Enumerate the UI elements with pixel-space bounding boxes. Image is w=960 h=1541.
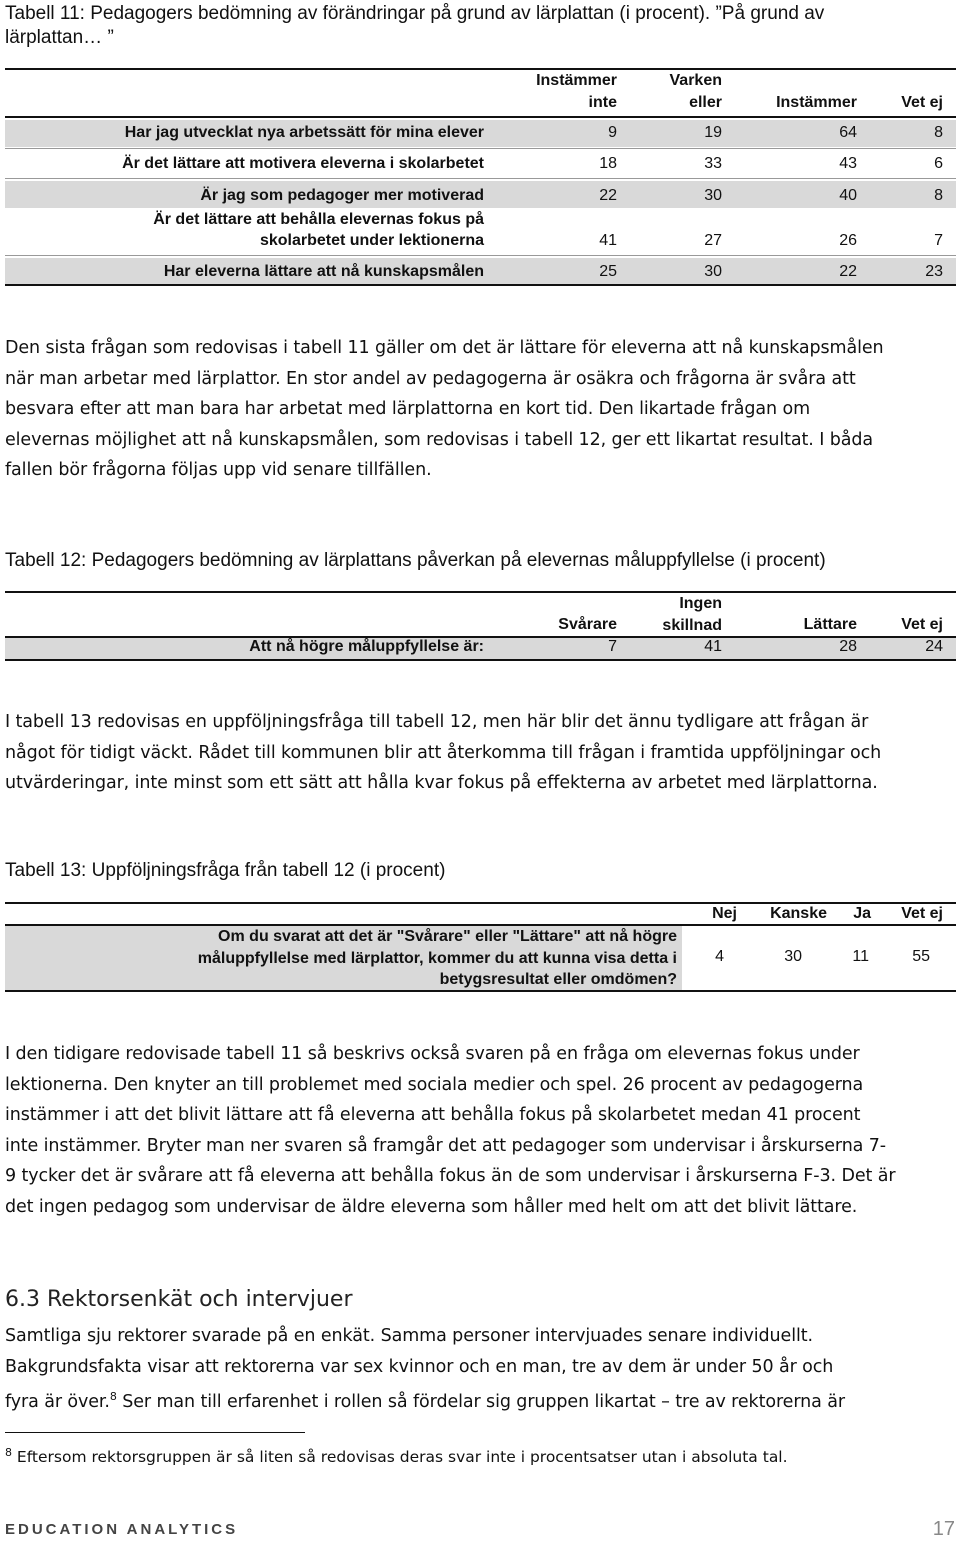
table11-cell: 8 — [934, 187, 943, 204]
table11-row-divider — [5, 178, 956, 179]
table11-bottom-rule — [5, 284, 956, 286]
table11-row-label: Är jag som pedagoger mer motiverad — [200, 187, 484, 204]
table11-cell: 25 — [599, 263, 617, 280]
table13-header-ja: Ja — [853, 905, 871, 922]
table11-cell: 8 — [934, 124, 943, 141]
table11-cell: 22 — [599, 187, 617, 204]
footer-brand: EDUCATION ANALYTICS — [5, 1521, 239, 1538]
table12-header-vet-ej: Vet ej — [901, 616, 943, 633]
table13-cell: 30 — [784, 948, 802, 965]
table11-row-divider — [5, 148, 956, 149]
table11-header-rule — [5, 116, 956, 118]
page-number: 17 — [932, 1518, 955, 1540]
table12-row-label: Att nå högre måluppfyllelse är: — [249, 638, 484, 655]
table13-header-kanske: Kanske — [770, 905, 827, 922]
table11-row-label: Är det lättare att behålla elevernas fokus på skolarbetet under lektionerna — [153, 211, 484, 249]
table12-cell: 7 — [608, 638, 617, 655]
table11-caption-line2: lärplattan… ” — [5, 27, 114, 48]
table12-cell: 24 — [925, 638, 943, 655]
table11-cell: 19 — [704, 124, 722, 141]
table11-caption-line1: Tabell 11: Pedagogers bedömning av förändringar på grund av lärplattan (i procent). ”På grund av — [5, 3, 825, 24]
table11-cell: 7 — [934, 232, 943, 249]
table11-cell: 33 — [704, 155, 722, 172]
table12-cell: 28 — [839, 638, 857, 655]
table11-cell: 27 — [704, 232, 722, 249]
table13-cell: 4 — [715, 948, 724, 965]
table13-header-vet-ej: Vet ej — [901, 905, 943, 922]
table12-header-svarare: Svårare — [558, 616, 617, 633]
table13-header-nej: Nej — [712, 905, 737, 922]
table13-cell: 55 — [912, 948, 930, 965]
table11-cell: 9 — [608, 124, 617, 141]
table11-cell: 43 — [839, 155, 857, 172]
table13-cell: 11 — [852, 948, 869, 965]
table11-row-label: Har jag utvecklat nya arbetssätt för mina elever — [124, 124, 484, 141]
section-paragraph: Samtliga sju rektorer svarade på en enkät. Samma personer intervjuades senare individuellt. Bakgrundsfakta visar att rektorerna var sex kvinnor och en man, tre av dem är under 50 år och fyra är över.$^8$ Ser man till erfarenhet i rollen så fördelar sig gruppen likartat – tre av rektorerna är — [5, 1326, 845, 1412]
table11-header-vet-ej: Vet ej — [901, 94, 943, 111]
table11-cell: 26 — [839, 232, 857, 249]
footnote-reference: 8 — [109, 1390, 117, 1403]
paragraph-3: I den tidigare redovisade tabell 11 så beskrivs också svaren på en fråga om elevernas fokus under lektionerna. Den knyter an till problemet med sociala medier och spel. 26 procent av pedagogerna instämmer i att det blivit lättare att få eleverna att behålla fokus på skolarbetet medan 41 procent inte instämmer. Bryter man ner svaren så framgår det att pedagoger som undervisar i årskurserna 7- 9 tycker det är svårare att få eleverna att behålla fokus än de som undervisar i årskurserna F-3. Det är det ingen pedagog som undervisar de äldre eleverna som håller med helt om att det blivit lättare. — [5, 1044, 896, 1217]
table11-cell: 22 — [839, 263, 857, 280]
table11-cell: 40 — [839, 187, 857, 204]
table12-caption: Tabell 12: Pedagogers bedömning av lärplattans påverkan på elevernas måluppfyllelse (i procent) — [5, 550, 826, 571]
table11-cell: 41 — [599, 232, 617, 249]
table13-row-label: Om du svarat att det är "Svårare" eller "Lättare" att nå högre måluppfyllelse med lärplattor, kommer du att kunna visa detta i betygsresultat eller omdömen? — [197, 928, 677, 988]
table11-row-label: Har eleverna lättare att nå kunskapsmålen — [163, 263, 484, 280]
table12-header-ingen-skillnad: Ingen skillnad — [662, 595, 722, 634]
table12-header-lattare: Lättare — [803, 616, 857, 633]
table12-bottom-rule — [5, 659, 956, 661]
table11-cell: 18 — [599, 155, 617, 172]
footnote: $^8$ Eftersom rektorsgruppen är så liten så redovisas deras svar inte i procentsatser utan i absoluta tal. — [5, 1446, 788, 1467]
table11-cell: 23 — [925, 263, 943, 280]
table13-caption: Tabell 13: Uppföljningsfråga från tabell 12 (i procent) — [5, 860, 446, 881]
table12-cell: 41 — [704, 638, 722, 655]
table11-cell: 30 — [704, 263, 722, 280]
table11-header-instammer: Instämmer — [776, 94, 857, 111]
table13-bottom-rule — [5, 990, 956, 992]
table11-cell: 30 — [704, 187, 722, 204]
paragraph-2: I tabell 13 redovisas en uppföljningsfråga till tabell 12, men här blir det ännu tydligare att frågan är något för tidigt väckt. Rådet till kommunen blir att återkomma till frågan i framtida uppföljningar och utvärderingar, inte minst som ett sätt att hålla kvar fokus på effekterna av arbetet med lärplattorna. — [5, 712, 882, 793]
table11-cell: 6 — [934, 155, 943, 172]
section-heading: 6.3 Rektorsenkät och intervjuer — [5, 1287, 353, 1312]
table12-top-rule — [5, 591, 956, 593]
table11-cell: 64 — [839, 124, 857, 141]
table11-header-instammer-inte: Instämmer inte — [536, 72, 617, 111]
table11-row-divider — [5, 255, 956, 256]
table11-header-varken-eller: Varken eller — [669, 72, 722, 111]
table11-row-label: Är det lättare att motivera eleverna i skolarbetet — [122, 155, 484, 172]
paragraph-1: Den sista frågan som redovisas i tabell 11 gäller om det är lättare för eleverna att nå kunskapsmålen när man arbetar med lärplattor. En stor andel av pedagogerna är osäkra och frågorna är svåra att besvara efter att man bara har arbetat med lärplattorna en kort tid. Den likartade frågan om elevernas möjlighet att nå kunskapsmålen, som redovisas i tabell 12, ger ett likartat resultat. I båda fallen bör frågorna följas upp vid senare tillfällen. — [5, 338, 884, 480]
footnote-separator — [5, 1432, 305, 1433]
